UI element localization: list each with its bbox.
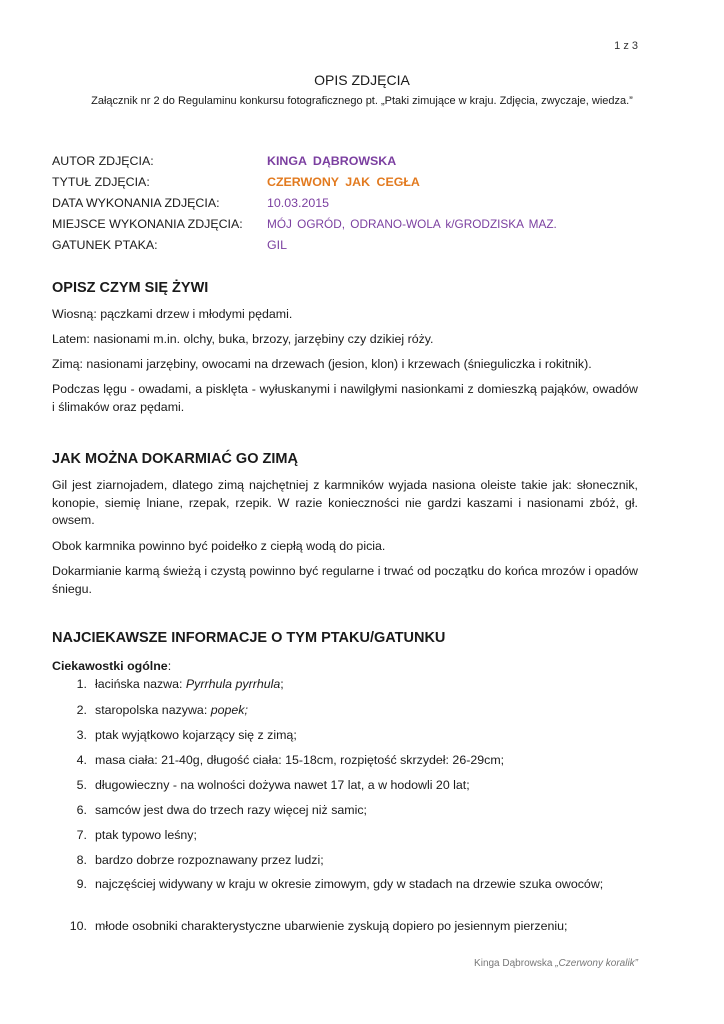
- list-item-text-main: najczęściej widywany w kraju w okresie zimowym, gdy w stadach na drzewie szuka owoców;: [95, 877, 604, 891]
- list-item-text-italic: popek;: [210, 703, 248, 717]
- info-row-date: [52, 192, 672, 213]
- list-item-text-main: długowieczny - na wolności dożywa nawet 17 lat, a w hodowli 20 lat;: [95, 778, 470, 792]
- list-item-text-main: masa ciała: 21-40g, długość ciała: 15-18cm, rozpiętość skrzydeł: 26-29cm;: [95, 753, 505, 767]
- list-item-text: [95, 827, 638, 844]
- list-item: [52, 727, 638, 744]
- section-diet: [52, 280, 638, 296]
- list-item: [52, 852, 638, 869]
- list-item-text: [95, 777, 638, 794]
- list-item: [52, 918, 638, 935]
- footer: [474, 958, 638, 969]
- footer-title: „Czerwony koralik”: [555, 958, 638, 969]
- info-value-date: 10.03.2015: [267, 195, 330, 210]
- section-diet-body: [52, 331, 638, 349]
- section-diet-body: [52, 356, 638, 374]
- section-feeding-body: [52, 538, 638, 556]
- paragraph: Zimą: nasionami jarzębiny, owocami na drzewach (jesion, klon) i krzewach (śnieguliczka i rokitnik).: [52, 357, 592, 371]
- list-item-text: [95, 852, 638, 869]
- info-value-place: MÓJ OGRÓD, ODRANO-WOLA k/GRODZISKA MAZ.: [267, 216, 557, 231]
- section-diet-body: [52, 381, 638, 416]
- section-feeding-body: [52, 477, 638, 530]
- info-row-place: [52, 213, 672, 234]
- facts-subheading: [52, 658, 638, 676]
- section-feeding: [52, 451, 638, 467]
- list-item-number: 10.: [69, 919, 87, 933]
- subheading: Ciekawostki ogólne: [52, 659, 168, 673]
- page-title: OPIS ZDJĘCIA: [314, 72, 410, 88]
- list-item-text-main: łacińska nazwa:: [95, 677, 186, 691]
- list-item: [52, 876, 638, 893]
- list-item-number: 6.: [76, 803, 87, 817]
- info-row-title: [52, 171, 672, 192]
- paragraph: Gil jest ziarnojadem, dlatego zimą najchętniej z karmników wyjada nasiona oleiste takie jak: słonecznik, konopie, siemię lniane, rzepak, rzepik. W razie konieczności nie gardzi kaszami i nasionami zbóż, gł. owsem.: [52, 478, 638, 527]
- list-item-text: [95, 702, 638, 719]
- section-heading: JAK MOŻNA DOKARMIAĆ GO ZIMĄ: [52, 451, 298, 467]
- list-item-text: [95, 727, 638, 744]
- list-item-text: [95, 918, 638, 935]
- list-item: [52, 802, 638, 819]
- list-item-text-suffix: ;: [280, 677, 284, 691]
- list-item-number: 5.: [76, 778, 87, 792]
- footer-author: Kinga Dąbrowska: [474, 958, 556, 969]
- info-value-species: GIL: [267, 237, 287, 252]
- list-item-number: 9.: [76, 877, 87, 891]
- paragraph: Latem: nasionami m.in. olchy, buka, brzozy, jarzębiny czy dzikiej róży.: [52, 332, 434, 346]
- section-heading: OPISZ CZYM SIĘ ŻYWI: [52, 280, 209, 296]
- subheading-colon: :: [167, 659, 172, 673]
- list-item-number: 4.: [76, 753, 87, 767]
- page-number: 1 z 3: [614, 40, 638, 52]
- section-feeding-body: [52, 563, 638, 598]
- info-label: DATA WYKONANIA ZDJĘCIA:: [52, 195, 220, 210]
- list-item-text-main: ptak typowo leśny;: [95, 828, 197, 842]
- photo-info-table: [52, 150, 672, 255]
- paragraph: Dokarmianie karmą świeżą i czystą powinno być regularne i trwać od początku do końca mrozów i opadów śniegu.: [52, 564, 638, 596]
- paragraph: Podczas lęgu - owadami, a pisklęta - wyłuskanymi i nawilgłymi nasionkami z domieszką pająków, owadów i ślimaków oraz pędami.: [52, 382, 638, 414]
- paragraph: Wiosną: pączkami drzew i młodymi pędami.: [52, 307, 293, 321]
- list-item: [52, 676, 638, 693]
- info-value-title: CZERWONY JAK CEGŁA: [267, 174, 420, 189]
- list-item: [52, 777, 638, 794]
- list-item-text: [95, 752, 638, 769]
- list-item-number: 7.: [76, 828, 87, 842]
- list-item-text-main: samców jest dwa do trzech razy więcej niż samic;: [95, 803, 367, 817]
- list-item: [52, 702, 638, 719]
- list-item: [52, 752, 638, 769]
- list-item-text-main: bardzo dobrze rozpoznawany przez ludzi;: [95, 853, 324, 867]
- info-label: TYTUŁ ZDJĘCIA:: [52, 174, 150, 189]
- info-label: AUTOR ZDJĘCIA:: [52, 153, 154, 168]
- list-item-text-main: staropolska nazywa:: [95, 703, 211, 717]
- info-label: GATUNEK PTAKA:: [52, 237, 158, 252]
- list-item-text-italic: Pyrrhula pyrrhula: [185, 677, 281, 691]
- list-item-number: 3.: [76, 728, 87, 742]
- page-subtitle: Załącznik nr 2 do Regulaminu konkursu fotograficznego pt. „Ptaki zimujące w kraju. Zdjęcia, zwyczaje, wiedza.”: [91, 95, 633, 107]
- list-item-text: [95, 676, 638, 693]
- section-heading: NAJCIEKAWSZE INFORMACJE O TYM PTAKU/GATUNKU: [52, 630, 446, 646]
- info-label: MIEJSCE WYKONANIA ZDJĘCIA:: [52, 216, 243, 231]
- list-item-text-main: ptak wyjątkowo kojarzący się z zimą;: [95, 728, 297, 742]
- info-row-species: [52, 234, 672, 255]
- list-item: [52, 827, 638, 844]
- list-item-text: [95, 802, 638, 819]
- info-value-author: KINGA DĄBROWSKA: [267, 153, 397, 168]
- section-diet-body: [52, 306, 638, 324]
- paragraph: Obok karmnika powinno być poidełko z ciepłą wodą do picia.: [52, 539, 386, 553]
- list-item-text-main: młode osobniki charakterystyczne ubarwienie zyskują dopiero po jesiennym pierzeniu;: [95, 919, 568, 933]
- section-facts: [52, 630, 638, 646]
- list-item-number: 8.: [76, 853, 87, 867]
- list-item-number: 2.: [76, 703, 87, 717]
- list-item-number: 1.: [76, 677, 87, 691]
- info-row-author: [52, 150, 672, 171]
- list-item-text: [95, 876, 638, 893]
